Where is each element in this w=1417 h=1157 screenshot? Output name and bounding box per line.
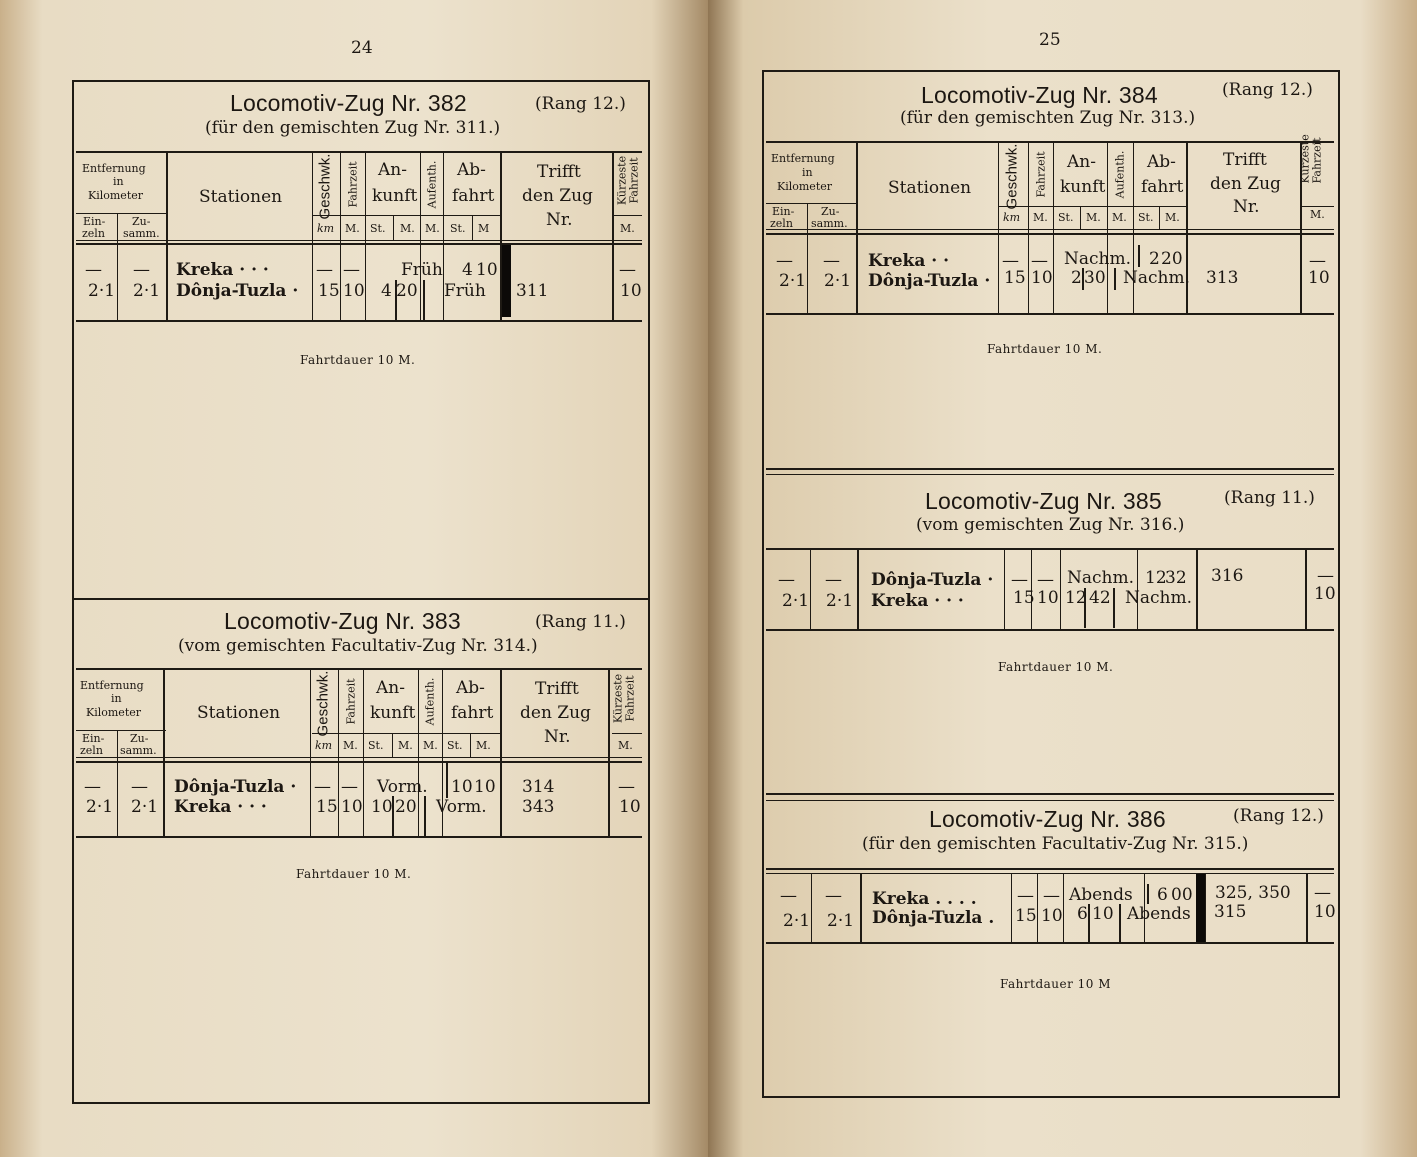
cell-ankunft: Vorm.	[377, 777, 428, 797]
hdr-kurzeste: Kürzeste	[1298, 134, 1312, 184]
hdr-zusamm-2: samm.	[120, 744, 157, 757]
hdr-abfahrt: Ab-	[457, 160, 486, 180]
cell-station: Kreka . . . .	[872, 889, 977, 909]
cell-fahrzeit: 10	[343, 281, 365, 301]
train-title: Locomotiv-Zug Nr. 382	[230, 90, 467, 116]
footer-fahrtdauer: Fahrtdauer 10 M.	[998, 660, 1114, 674]
cell-einzeln: 2·1	[782, 591, 810, 611]
hdr-stationen: Stationen	[888, 178, 972, 198]
hdr-geschwk: Geschwk.	[1003, 143, 1021, 210]
train-marker-bar	[1196, 874, 1205, 942]
cell-station: Kreka · ·	[868, 251, 950, 271]
hdr-einzeln-2: zeln	[82, 227, 105, 240]
unit-m: M.	[343, 739, 358, 752]
hdr-zusamm-2: samm.	[123, 227, 160, 240]
unit-m: M.	[1310, 208, 1325, 221]
hdr-ankunft-2: kunft	[1060, 177, 1106, 197]
cell-trifft: 315	[1214, 902, 1247, 922]
unit-m: M.	[425, 222, 440, 235]
hdr-einzeln-2: zeln	[80, 744, 103, 757]
page-number: 24	[351, 38, 373, 58]
hdr-kurzeste-fahrzeit: Fahrzeit	[627, 157, 641, 204]
cell-einzeln: —	[780, 886, 797, 906]
hdr-kurzeste-fahrzeit: Fahrzeit	[1310, 137, 1324, 184]
unit-st: St.	[1138, 211, 1154, 224]
train-subtitle: (für den gemischten Facultativ-Zug Nr. 315.)	[862, 834, 1249, 854]
cell-geschwk: 15	[316, 797, 338, 817]
cell-station: Dônja-Tuzla ·	[174, 777, 297, 797]
cell-einzeln: —	[84, 777, 101, 797]
hdr-kurzeste: Kürzeste	[611, 673, 625, 724]
cell-kurzeste: —	[1317, 566, 1334, 586]
cell-station: Dônja-Tuzla ·	[868, 271, 991, 291]
train-title: Locomotiv-Zug Nr. 385	[925, 488, 1162, 514]
cell-ankunft-m: 10	[1092, 904, 1114, 924]
hdr-einzeln: Ein-	[82, 732, 105, 745]
cell-ankunft-st: 2	[1071, 268, 1082, 288]
cell-abfahrt: Abends	[1127, 904, 1191, 924]
train-rank: (Rang 12.)	[1233, 806, 1324, 826]
cell-zusamm: 2·1	[824, 271, 852, 291]
unit-st: St.	[370, 222, 386, 235]
cell-ankunft: Abends	[1069, 885, 1133, 905]
cell-abfahrt: Früh	[444, 281, 486, 301]
unit-m: M.	[476, 739, 491, 752]
unit-m: M.	[1086, 211, 1101, 224]
hdr-abfahrt-2: fahrt	[451, 703, 494, 723]
cell-zusamm: 2·1	[131, 797, 159, 817]
cell-fahrzeit: —	[1031, 251, 1048, 271]
footer-fahrtdauer: Fahrtdauer 10 M	[1000, 977, 1112, 991]
cell-ankunft-m: 20	[396, 281, 418, 301]
unit-m: M.	[620, 222, 635, 235]
unit-st: St.	[1058, 211, 1074, 224]
unit-m: M.	[618, 739, 633, 752]
cell-ankunft: Nachm.	[1067, 568, 1135, 588]
cell-abfahrt-m: 10	[474, 777, 496, 797]
footer-fahrtdauer: Fahrtdauer 10 M.	[300, 353, 416, 367]
cell-einzeln: 2·1	[783, 911, 811, 931]
cell-einzeln: 2·1	[88, 281, 116, 301]
cell-abfahrt: Nachm.	[1125, 588, 1193, 608]
hdr-abfahrt: Ab-	[1147, 152, 1176, 172]
cell-kurzeste: —	[1314, 883, 1331, 903]
cell-abfahrt-m: 20	[1161, 249, 1183, 269]
cell-trifft: 311	[516, 281, 549, 301]
unit-m: M.	[345, 222, 360, 235]
cell-kurzeste: —	[618, 777, 635, 797]
cell-geschwk: 15	[1013, 588, 1035, 608]
hdr-abfahrt-2: fahrt	[452, 186, 495, 206]
unit-m: M.	[1165, 211, 1180, 224]
hdr-in: in	[802, 166, 813, 179]
cell-abfahrt-st: 6	[1157, 885, 1168, 905]
train-title: Locomotiv-Zug Nr. 384	[921, 82, 1158, 108]
train-subtitle: (vom gemischten Zug Nr. 316.)	[916, 515, 1185, 535]
hdr-stationen: Stationen	[199, 187, 283, 207]
cell-ankunft-st: 12	[1065, 588, 1087, 608]
cell-fahrzeit: —	[1037, 570, 1054, 590]
unit-km: km	[1003, 211, 1021, 224]
cell-abfahrt: Vorm.	[436, 797, 487, 817]
hdr-in: in	[113, 175, 124, 188]
hdr-entfernung: Entfernung	[80, 679, 144, 692]
hdr-trifft-2: den Zug	[1210, 174, 1281, 194]
cell-station: Kreka · · ·	[871, 591, 964, 611]
hdr-fahrzeit: Fahrzeit	[1034, 151, 1048, 198]
hdr-trifft-3: Nr.	[546, 210, 573, 230]
cell-station: Kreka · · ·	[176, 260, 269, 280]
hdr-trifft: Trifft	[1223, 150, 1267, 170]
train-marker-bar	[502, 245, 511, 317]
unit-m: M.	[423, 739, 438, 752]
cell-zusamm: 2·1	[826, 591, 854, 611]
hdr-kilometer: Kilometer	[88, 189, 144, 202]
cell-trifft: 316	[1211, 566, 1244, 586]
hdr-trifft-2: den Zug	[522, 186, 593, 206]
cell-fahrzeit: —	[1043, 886, 1060, 906]
cell-ankunft-st: 10	[371, 797, 393, 817]
hdr-trifft: Trifft	[537, 162, 581, 182]
cell-abfahrt-st: 4	[462, 260, 473, 280]
cell-abfahrt-st: 10	[451, 777, 473, 797]
footer-fahrtdauer: Fahrtdauer 10 M.	[296, 867, 412, 881]
hdr-aufenth: Aufenth.	[425, 160, 439, 209]
cell-ankunft: Früh	[401, 260, 443, 280]
cell-kurzeste: 10	[620, 281, 642, 301]
hdr-zusamm-2: samm.	[811, 217, 848, 230]
hdr-einzeln: Ein-	[772, 205, 795, 218]
hdr-trifft: Trifft	[535, 679, 579, 699]
cell-trifft: 343	[522, 797, 555, 817]
unit-m: M.	[400, 222, 415, 235]
hdr-trifft-3: Nr.	[1233, 197, 1260, 217]
cell-fahrzeit: 10	[1041, 906, 1063, 926]
hdr-kilometer: Kilometer	[777, 180, 833, 193]
train-subtitle: (für den gemischten Zug Nr. 311.)	[205, 118, 501, 138]
cell-station: Dônja-Tuzla ·	[176, 281, 299, 301]
cell-zusamm: 2·1	[133, 281, 161, 301]
cell-kurzeste: 10	[1314, 902, 1336, 922]
cell-zusamm: —	[133, 260, 150, 280]
unit-km: km	[315, 739, 333, 752]
cell-abfahrt-st: 2	[1149, 249, 1160, 269]
cell-einzeln: —	[85, 260, 102, 280]
hdr-ankunft-2: kunft	[370, 703, 416, 723]
train-rank: (Rang 11.)	[1224, 488, 1315, 508]
hdr-einzeln: Ein-	[83, 215, 106, 228]
hdr-einzeln-2: zeln	[770, 217, 793, 230]
unit-m: M	[478, 222, 490, 235]
cell-station: Dônja-Tuzla .	[872, 908, 995, 928]
hdr-geschwk: Geschwk.	[316, 153, 334, 220]
cell-ankunft-m: 30	[1084, 268, 1106, 288]
right-page	[708, 0, 1417, 1157]
hdr-geschwk: Geschwk.	[314, 670, 332, 737]
cell-fahrzeit: 10	[1031, 268, 1053, 288]
cell-einzeln: 2·1	[86, 797, 114, 817]
cell-einzeln: —	[778, 570, 795, 590]
cell-zusamm: 2·1	[827, 911, 855, 931]
hdr-entfernung: Entfernung	[771, 152, 835, 165]
cell-geschwk: —	[1002, 251, 1019, 271]
hdr-fahrzeit: Fahrzeit	[346, 161, 360, 208]
unit-st: St.	[450, 222, 466, 235]
cell-kurzeste: 10	[1314, 584, 1336, 604]
train-title: Locomotiv-Zug Nr. 386	[929, 806, 1166, 832]
train-rank: (Rang 12.)	[535, 94, 626, 114]
hdr-trifft-3: Nr.	[544, 727, 571, 747]
train-rank: (Rang 12.)	[1222, 80, 1313, 100]
hdr-in: in	[111, 692, 122, 705]
hdr-entfernung: Entfernung	[82, 162, 146, 175]
cell-trifft: 325, 350	[1215, 883, 1291, 903]
hdr-abfahrt-2: fahrt	[1141, 177, 1184, 197]
cell-zusamm: —	[823, 251, 840, 271]
unit-km: km	[317, 222, 335, 235]
cell-zusamm: —	[825, 886, 842, 906]
cell-abfahrt-m: 00	[1171, 885, 1193, 905]
cell-einzeln: 2·1	[779, 271, 807, 291]
hdr-stationen: Stationen	[197, 703, 281, 723]
hdr-zusamm: Zu-	[130, 732, 149, 745]
cell-ankunft-st: 4	[381, 281, 392, 301]
hdr-zusamm: Zu-	[821, 205, 840, 218]
cell-trifft: 313	[1206, 268, 1239, 288]
cell-zusamm: —	[131, 777, 148, 797]
hdr-ankunft: An-	[376, 678, 405, 698]
cell-ankunft: Nachm.	[1064, 249, 1132, 269]
cell-fahrzeit: —	[343, 260, 360, 280]
hdr-ankunft: An-	[378, 160, 407, 180]
cell-ankunft-m: 20	[395, 797, 417, 817]
cell-geschwk: 15	[318, 281, 340, 301]
cell-kurzeste: 10	[1308, 268, 1330, 288]
cell-zusamm: —	[825, 570, 842, 590]
hdr-kurzeste-fahrzeit: Fahrzeit	[623, 675, 637, 722]
cell-abfahrt: Nachm.	[1123, 268, 1191, 288]
hdr-aufenth: Aufenth.	[423, 677, 437, 726]
cell-abfahrt-m: 10	[476, 260, 498, 280]
unit-m: M.	[1112, 211, 1127, 224]
page-number: 25	[1039, 30, 1061, 50]
cell-fahrzeit: 10	[341, 797, 363, 817]
footer-fahrtdauer: Fahrtdauer 10 M.	[987, 342, 1103, 356]
cell-ankunft-m: 42	[1089, 588, 1111, 608]
cell-geschwk: —	[1017, 886, 1034, 906]
cell-kurzeste: 10	[619, 797, 641, 817]
train-subtitle: (für den gemischten Zug Nr. 313.)	[900, 108, 1196, 128]
cell-geschwk: 15	[1004, 268, 1026, 288]
unit-st: St.	[447, 739, 463, 752]
cell-kurzeste: —	[1309, 251, 1326, 271]
cell-station: Dônja-Tuzla ·	[871, 570, 994, 590]
hdr-kilometer: Kilometer	[86, 706, 142, 719]
train-title: Locomotiv-Zug Nr. 383	[224, 608, 461, 634]
cell-geschwk: 15	[1015, 906, 1037, 926]
cell-trifft: 314	[522, 777, 555, 797]
unit-m: M.	[1033, 211, 1048, 224]
hdr-ankunft: An-	[1067, 152, 1096, 172]
cell-einzeln: —	[776, 251, 793, 271]
cell-station: Kreka · · ·	[174, 797, 267, 817]
cell-geschwk: —	[314, 777, 331, 797]
left-page	[0, 0, 708, 1157]
cell-abfahrt-st: 12	[1145, 568, 1167, 588]
cell-fahrzeit: 10	[1037, 588, 1059, 608]
cell-fahrzeit: —	[341, 777, 358, 797]
hdr-fahrzeit: Fahrzeit	[344, 678, 358, 725]
hdr-aufenth: Aufenth.	[1113, 150, 1127, 199]
hdr-trifft-2: den Zug	[520, 703, 591, 723]
hdr-ankunft-2: kunft	[372, 186, 418, 206]
train-rank: (Rang 11.)	[535, 612, 626, 632]
cell-geschwk: —	[316, 260, 333, 280]
cell-kurzeste: —	[619, 260, 636, 280]
cell-ankunft-st: 6	[1077, 904, 1088, 924]
train-subtitle: (vom gemischten Facultativ-Zug Nr. 314.)	[178, 636, 538, 656]
cell-abfahrt-m: 32	[1165, 568, 1187, 588]
cell-geschwk: —	[1011, 570, 1028, 590]
hdr-zusamm: Zu-	[132, 215, 151, 228]
unit-m: M.	[398, 739, 413, 752]
hdr-abfahrt: Ab-	[456, 678, 485, 698]
unit-st: St.	[368, 739, 384, 752]
hdr-kurzeste: Kürzeste	[615, 155, 629, 206]
